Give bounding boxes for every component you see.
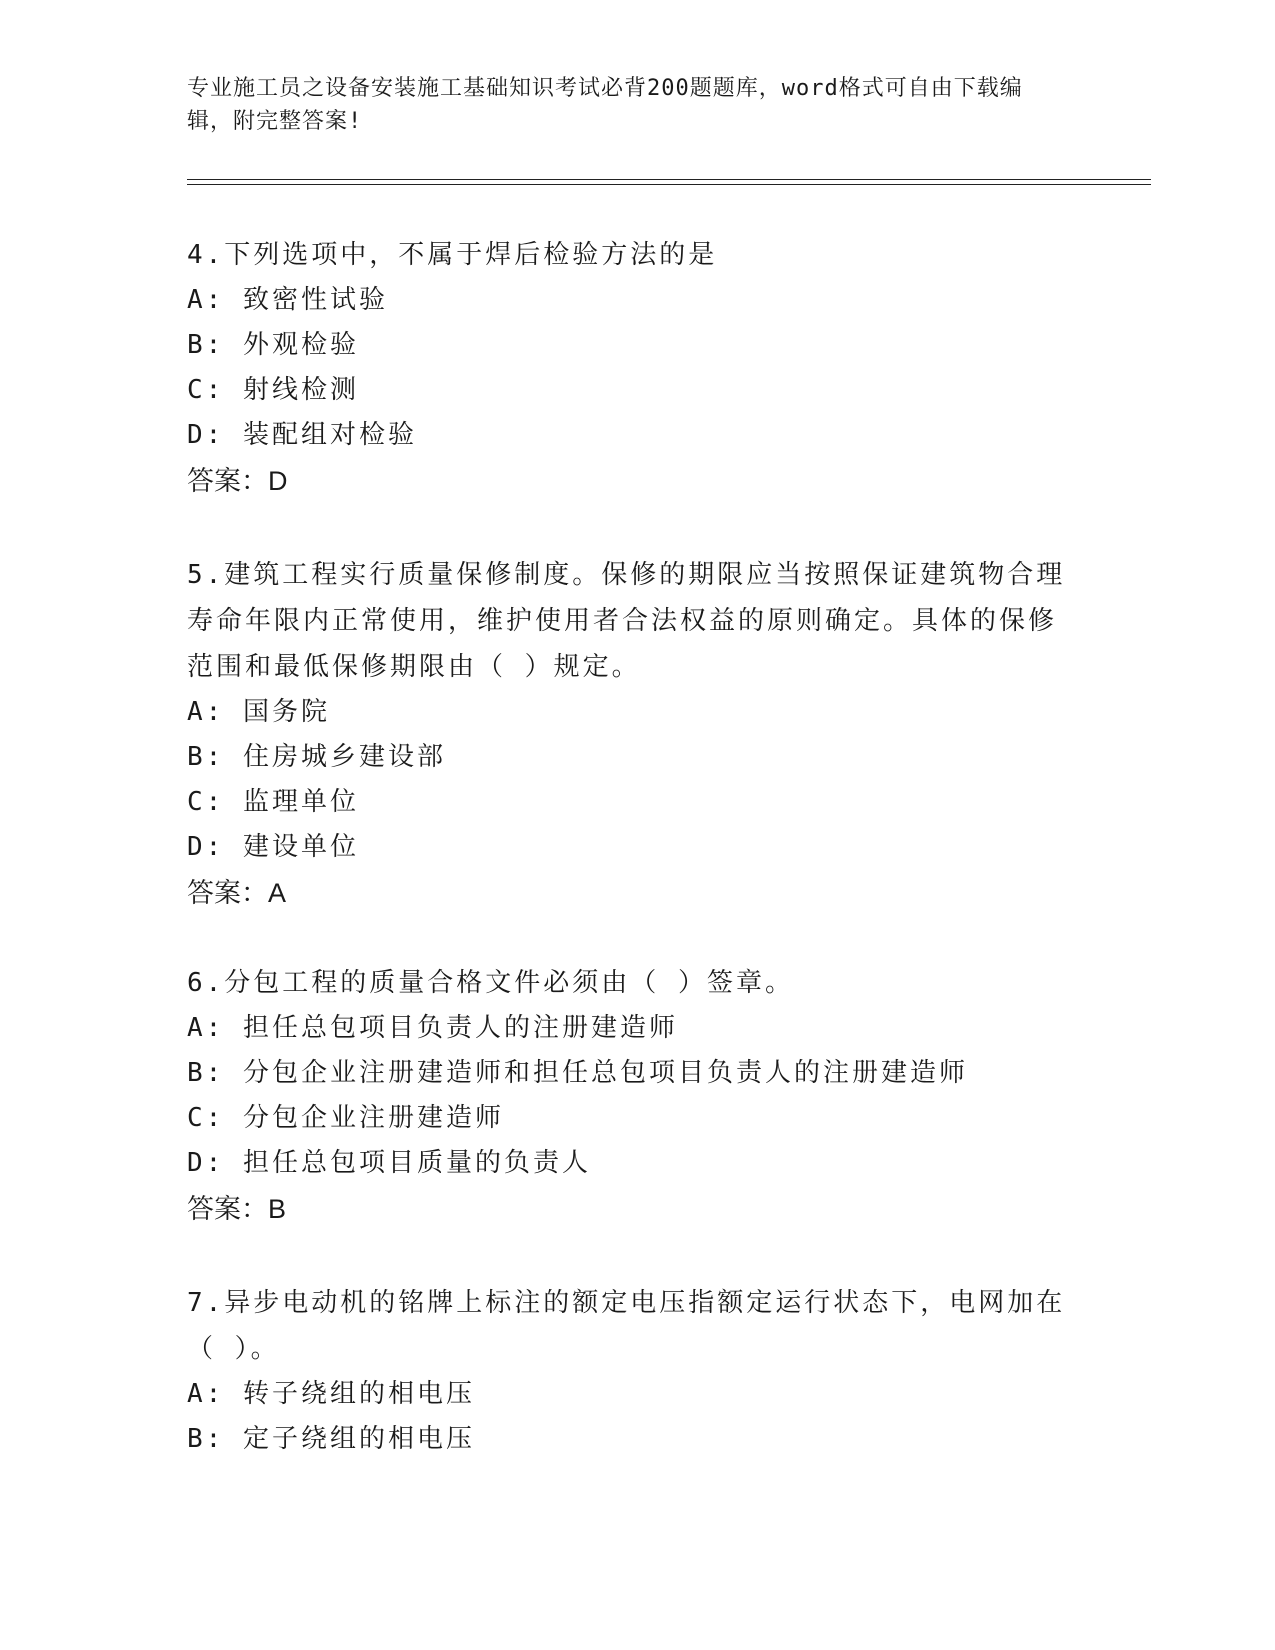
question-stem: 6.分包工程的质量合格文件必须由（ ）签章。 [187,968,794,998]
option-d: D: 担任总包项目质量的负责人 [187,1148,591,1178]
answer: 答案：A [187,878,287,908]
option-a: A: 转子绕组的相电压 [187,1379,475,1409]
question-5 [187,552,1067,916]
option-a: A: 国务院 [187,697,330,727]
question-stem: 5.建筑工程实行质量保修制度。保修的期限应当按照保证建筑物合理寿命年限内正常使用，维护使用者合法权益的原则确定。具体的保修范围和最低保修期限由（ ）规定。 [187,560,1066,682]
option-b: B: 住房城乡建设部 [187,742,446,772]
option-c: C: 射线检测 [187,375,359,405]
question-stem: 7.异步电动机的铭牌上标注的额定电压指额定运行状态下，电网加在（ ）。 [187,1288,1066,1364]
answer: 答案：D [187,466,288,496]
option-b: B: 定子绕组的相电压 [187,1424,475,1454]
option-a: A: 担任总包项目负责人的注册建造师 [187,1013,678,1043]
option-b: B: 分包企业注册建造师和担任总包项目负责人的注册建造师 [187,1058,968,1088]
option-d: D: 装配组对检验 [187,420,417,450]
header-divider-top [187,179,1151,180]
option-c: C: 分包企业注册建造师 [187,1103,504,1133]
option-c: C: 监理单位 [187,787,359,817]
option-b: B: 外观检验 [187,330,359,360]
option-d: D: 建设单位 [187,832,359,862]
document-header: 专业施工员之设备安装施工基础知识考试必背200题题库，word格式可自由下载编辑，附完整答案! [187,76,1023,134]
question-stem: 4.下列选项中，不属于焊后检验方法的是 [187,240,718,270]
question-7 [187,1280,1067,1462]
question-4 [187,232,1067,504]
answer: 答案：B [187,1194,287,1224]
header-divider-bottom [187,184,1151,185]
question-6 [187,960,1067,1232]
option-a: A: 致密性试验 [187,285,388,315]
